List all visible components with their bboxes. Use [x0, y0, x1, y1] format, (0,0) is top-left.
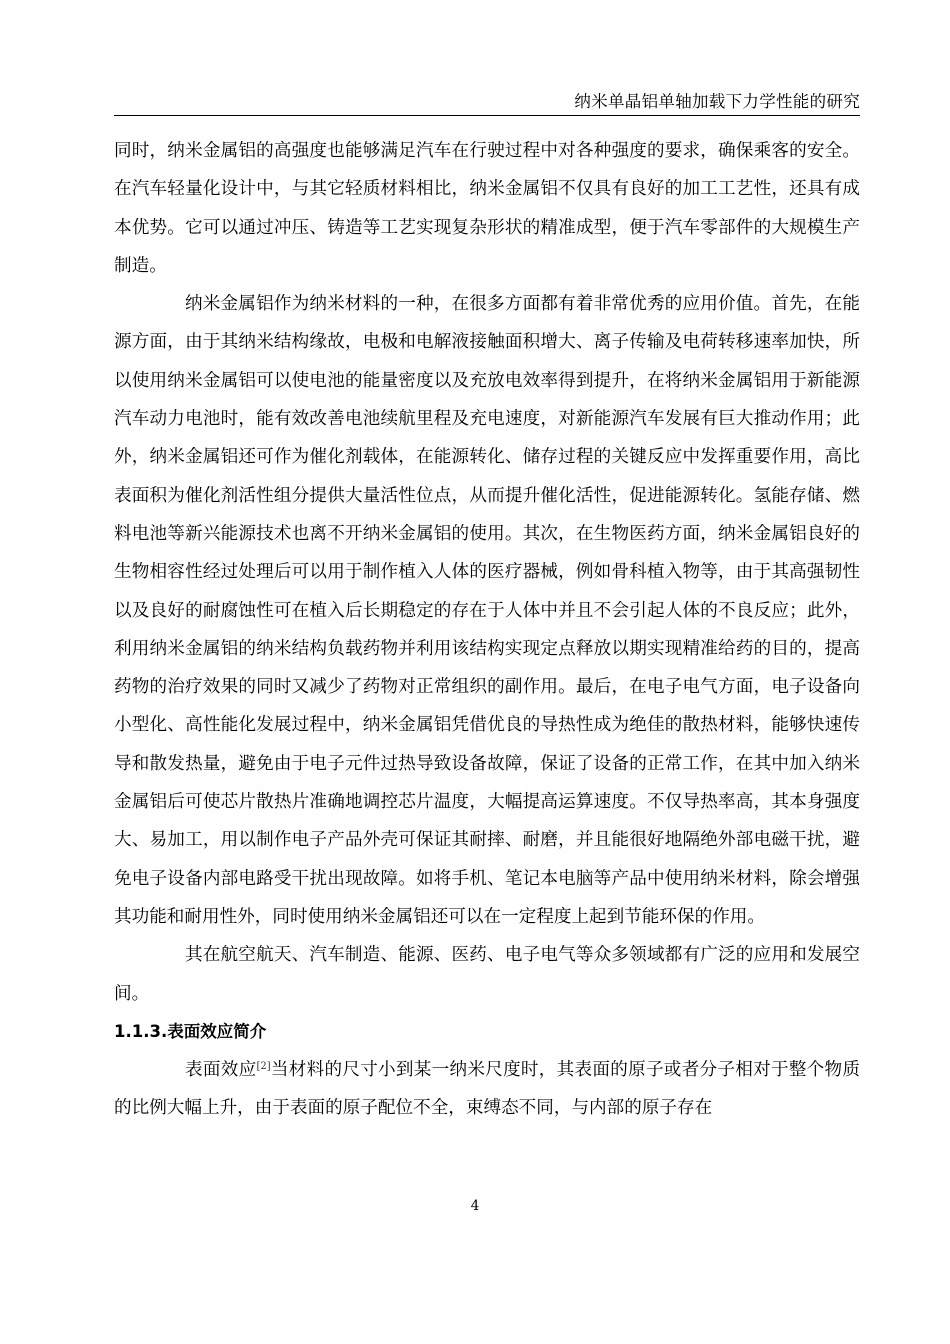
paragraph-automotive-continuation: 同时，纳米金属铝的高强度也能够满足汽车在行驶过程中对各种强度的要求，确保乘客的安全。在汽车轻量化设计中，与其它轻质材料相比，纳米金属铝不仅具有良好的加工工艺性，还具有成本优势。它可以通过冲压、铸造等工艺实现复杂形状的精准成型，便于汽车零部件的大规模生产制造。 — [114, 141, 860, 276]
surface-effect-term: 表面效应 — [185, 1060, 257, 1081]
paragraph-application-summary: 其在航空航天、汽车制造、能源、医药、电子电气等众多领域都有广泛的应用和发展空间。 — [114, 945, 860, 1004]
surface-effect-text: 当材料的尺寸小到某一纳米尺度时，其表面的原子或者分子相对于整个物质的比例大幅上升，由于表面的原子配位不全，束缚态不同，与内部的原子存在 — [114, 1060, 860, 1119]
document-body — [114, 132, 860, 1128]
running-header-title: 纳米单晶铝单轴加载下力学性能的研究 — [574, 92, 860, 111]
paragraph-surface-effect — [114, 1051, 860, 1128]
paragraph-applications: 纳米金属铝作为纳米材料的一种，在很多方面都有着非常优秀的应用价值。首先，在能源方面，由于其纳米结构缘故，电极和电解液接触面积增大、离子传输及电荷转移速率加快，所以使用纳米金属铝可以使电池的能量密度以及充放电效率得到提升，在将纳米金属铝用于新能源汽车动力电池时，能有效改善电池续航里程及充电速度，对新能源汽车发展有巨大推动作用；此外，纳米金属铝还可作为催化剂载体，在能源转化、储存过程的关键反应中发挥重要作用，高比表面积为催化剂活性组分提供大量活性位点，从而提升催化活性，促进能源转化。氢能存储、燃料电池等新兴能源技术也离不开纳米金属铝的使用。其次，在生物医药方面，纳米金属铝良好的生物相容性经过处理后可以用于制作植入人体的医疗器械，例如骨科植入物等，由于其高强韧性以及良好的耐腐蚀性可在植入后长期稳定的存在于人体中并且不会引起人体的不良反应；此外，利用纳米金属铝的纳米结构负载药物并利用该结构实现定点释放以期实现精准给药的目的，提高药物的治疗效果的同时又减少了药物对正常组织的副作用。最后，在电子电气方面，电子设备向小型化、高性能化发展过程中，纳米金属铝凭借优良的导热性成为绝佳的散热材料，能够快速传导和散发热量，避免由于电子元件过热导致设备故障，保证了设备的正常工作，在其中加入纳米金属铝后可使芯片散热片准确地调控芯片温度，大幅提高运算速度。不仅导热率高，其本身强度大、易加工，用以制作电子产品外壳可保证其耐摔、耐磨，并且能很好地隔绝外部电磁干扰，避免电子设备内部电路受干扰出现故障。如将手机、笔记本电脑等产品中使用纳米材料，除会增强其功能和耐用性外，同时使用纳米金属铝还可以在一定程度上起到节能环保的作用。 — [114, 294, 860, 927]
header-rule — [114, 115, 860, 116]
page-number: 4 — [470, 1198, 480, 1214]
citation-reference[interactable]: [2] — [256, 1061, 271, 1073]
section-heading-surface-effect: 1.1.3.表面效应简介 — [114, 1021, 267, 1041]
